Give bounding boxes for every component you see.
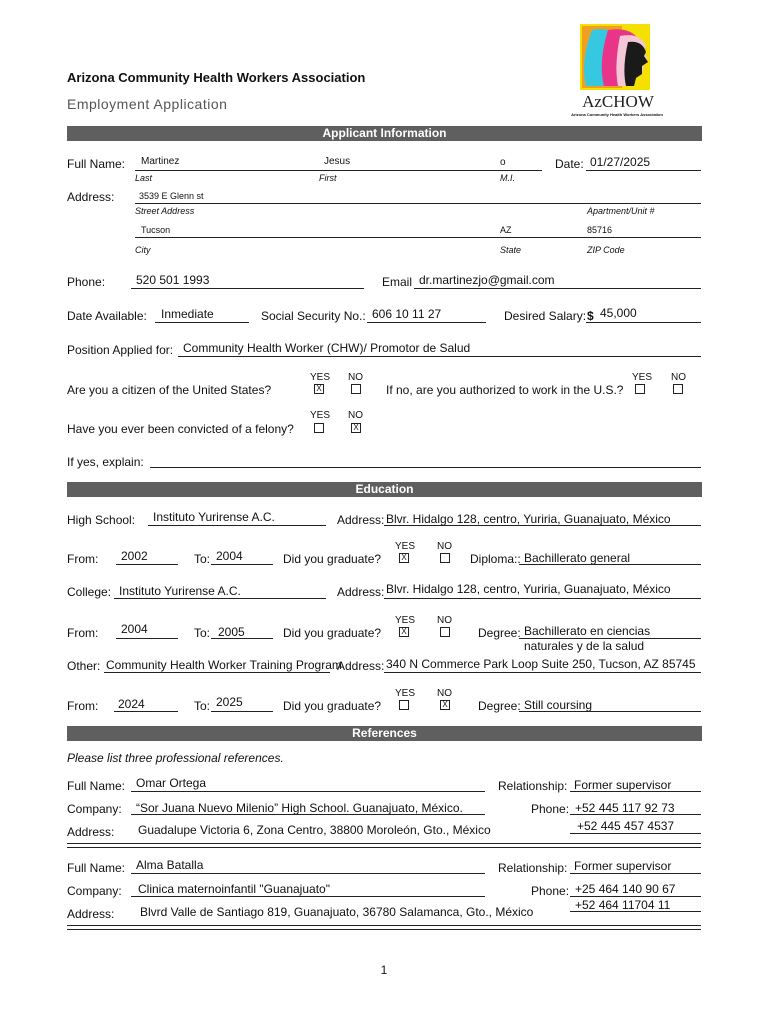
apt-caption: Apartment/Unit # <box>587 206 655 216</box>
authorized-no-checkbox[interactable] <box>673 384 683 394</box>
authorized-no-label: NO <box>671 372 686 383</box>
phone-line[interactable] <box>131 288 364 289</box>
hs-grad-no-label: NO <box>437 541 452 552</box>
college-degree-line2: naturales y de la salud <box>524 639 645 653</box>
authorized-yes-label: YES <box>632 372 653 383</box>
last-name-value: Martinez <box>141 156 180 167</box>
ref2-relationship-line[interactable] <box>570 873 701 874</box>
logo-tagline: Arizona Community Health Workers Association <box>571 112 663 117</box>
applicant-section-bar: Applicant Information <box>67 126 702 141</box>
street-value: 3539 E Glenn st <box>139 191 204 201</box>
ref1-name-label: Full Name: <box>67 779 126 793</box>
ref2-phone-line[interactable] <box>570 896 701 897</box>
full-name-line[interactable] <box>135 170 542 171</box>
other-from-line[interactable] <box>114 711 178 712</box>
ref2-name-value: Alma Batalla <box>136 858 204 872</box>
hs-grad-no-checkbox[interactable] <box>440 553 450 563</box>
position-value: Community Health Worker (CHW)/ Promotor de Salud <box>183 341 471 355</box>
page-number: 1 <box>380 963 388 977</box>
college-grad-no-checkbox[interactable] <box>440 627 450 637</box>
authorized-question: If no, are you authorized to work in the U.S.? <box>386 383 624 397</box>
other-grad-no-label: NO <box>437 688 452 699</box>
azchow-logo <box>562 22 672 122</box>
other-degree-line[interactable] <box>519 711 701 712</box>
college-address-line[interactable] <box>384 598 701 599</box>
references-section-bar: References <box>67 726 702 741</box>
email-line[interactable] <box>414 288 701 289</box>
city-caption: City <box>135 245 151 255</box>
explain-line[interactable] <box>150 467 701 468</box>
ref1-company-label: Company: <box>67 802 122 816</box>
ref1-phone1-value: +52 445 117 92 73 <box>575 801 675 815</box>
citizen-no-label: NO <box>348 372 363 383</box>
logo-faces-icon <box>562 22 672 94</box>
zip-caption: ZIP Code <box>587 245 625 255</box>
ssn-value: 606 10 11 27 <box>372 307 442 321</box>
ref2-address-line[interactable] <box>570 911 701 912</box>
ref1-address-value: Guadalupe Victoria 6, Zona Centro, 38800 Moroleón, Gto., México <box>138 823 491 837</box>
other-degree-label: Degree: <box>478 699 521 713</box>
college-address-label: Address: <box>337 585 385 599</box>
salary-dollar: $ <box>587 309 594 323</box>
city-value: Tucson <box>141 225 171 235</box>
other-address-label: Address: <box>337 659 385 673</box>
other-grad-yes-checkbox[interactable] <box>399 700 409 710</box>
hs-from-line[interactable] <box>116 564 178 565</box>
other-value: Community Health Worker Training Program <box>106 658 342 672</box>
citizen-yes-label: YES <box>310 372 331 383</box>
ref2-name-label: Full Name: <box>67 861 126 875</box>
ref2-address-value: Blvrd Valle de Santiago 819, Guanajuato, 36780 Salamanca, Gto., México <box>140 905 534 919</box>
ref1-address-line[interactable] <box>570 833 701 834</box>
ref1-phone-label: Phone: <box>531 802 570 816</box>
hs-to-line[interactable] <box>211 564 273 565</box>
other-address-value: 340 N Commerce Park Loop Suite 250, Tucson, AZ 85745 <box>386 657 696 671</box>
street-caption: Street Address <box>135 206 195 216</box>
ref2-relationship-value: Former supervisor <box>574 859 672 873</box>
address-label: Address: <box>67 190 115 204</box>
ref1-relationship-value: Former supervisor <box>574 778 672 792</box>
other-grad-yes-label: YES <box>395 688 416 699</box>
citizen-question: Are you a citizen of the United States? <box>67 383 272 397</box>
hs-from-value: 2002 <box>121 549 148 563</box>
street-line[interactable] <box>135 203 701 204</box>
org-name: Arizona Community Health Workers Association <box>67 70 366 85</box>
college-to-line[interactable] <box>211 638 273 639</box>
full-name-label: Full Name: <box>67 157 126 171</box>
college-from-label: From: <box>67 626 99 640</box>
ref1-divider <box>67 843 701 848</box>
ssn-label: Social Security No.: <box>261 309 366 323</box>
ssn-line[interactable] <box>367 322 486 323</box>
mi-caption: M.I. <box>500 173 515 183</box>
education-section-bar: Education <box>67 482 702 497</box>
city-line[interactable] <box>135 237 701 238</box>
college-value: Instituto Yurirense A.C. <box>119 584 241 598</box>
diploma-label: Diploma:: <box>470 552 521 566</box>
hs-grad-yes-checkbox[interactable]: X <box>399 553 409 563</box>
references-instruction: Please list three professional references. <box>67 751 284 765</box>
ref2-company-label: Company: <box>67 884 122 898</box>
hs-to-value: 2004 <box>216 549 243 563</box>
high-school-label: High School: <box>67 513 136 527</box>
college-label: College: <box>67 585 112 599</box>
explain-label: If yes, explain: <box>67 455 144 469</box>
hs-to-label: To: <box>194 552 211 566</box>
position-line[interactable] <box>178 356 701 357</box>
college-grad-yes-label: YES <box>395 615 416 626</box>
other-from-value: 2024 <box>118 697 145 711</box>
date-label: Date: <box>555 157 584 171</box>
college-grad-yes-checkbox[interactable]: X <box>399 627 409 637</box>
date-available-line[interactable] <box>155 322 249 323</box>
college-degree-line1: Bachillerato en ciencias <box>524 624 651 638</box>
ref1-relationship-line[interactable] <box>570 791 701 792</box>
ref1-name-line[interactable] <box>131 791 485 792</box>
phone-value: 520 501 1993 <box>136 273 210 287</box>
ref2-company-value: Clinica maternoinfantil "Guanajuato" <box>138 882 330 896</box>
position-label: Position Applied for: <box>67 343 174 357</box>
other-to-line[interactable] <box>211 711 273 712</box>
date-available-label: Date Available: <box>67 309 147 323</box>
state-value: AZ <box>500 225 512 235</box>
hs-grad-yes-label: YES <box>395 541 416 552</box>
state-caption: State <box>500 245 522 255</box>
email-label: Email <box>382 275 413 289</box>
college-graduate-question: Did you graduate? <box>283 626 382 640</box>
ref1-phone-line[interactable] <box>570 814 701 815</box>
ref1-relationship-label: Relationship: <box>498 779 568 793</box>
high-school-line[interactable] <box>148 525 326 526</box>
felony-no-checkbox[interactable]: X <box>351 423 361 433</box>
felony-question: Have you ever been convicted of a felony? <box>67 422 294 436</box>
diploma-value: Bachillerato general <box>524 551 631 565</box>
felony-yes-checkbox[interactable] <box>314 423 324 433</box>
salary-value: 45,000 <box>600 306 637 320</box>
other-address-line[interactable] <box>384 672 701 673</box>
ref1-phone2-value: +52 445 457 4537 <box>577 819 675 833</box>
citizen-no-checkbox[interactable] <box>351 384 361 394</box>
date-line[interactable] <box>586 170 701 171</box>
ref2-phone-label: Phone: <box>531 884 570 898</box>
middle-initial-value: o <box>500 157 506 168</box>
ref2-divider <box>67 925 701 930</box>
logo-acronym: AzCHOW <box>582 92 654 111</box>
college-from-line[interactable] <box>116 638 178 639</box>
hs-address-value: Blvr. Hidalgo 128, centro, Yuriria, Guanajuato, México <box>386 512 671 526</box>
first-caption: First <box>319 173 337 183</box>
date-available-value: Inmediate <box>161 307 214 321</box>
ref1-company-value: “Sor Juana Nuevo Milenio” High School. Guanajuato, México. <box>136 801 463 815</box>
college-line[interactable] <box>114 598 326 599</box>
first-name-value: Jesus <box>324 156 351 167</box>
college-grad-no-label: NO <box>437 615 452 626</box>
last-caption: Last <box>135 173 153 183</box>
ref2-company-line[interactable] <box>131 896 485 897</box>
other-grad-no-checkbox[interactable]: X <box>440 700 450 710</box>
college-to-value: 2005 <box>218 625 245 639</box>
other-to-value: 2025 <box>216 695 243 709</box>
ref1-address-label: Address: <box>67 825 115 839</box>
felony-yes-label: YES <box>310 410 331 421</box>
ref2-name-line[interactable] <box>131 873 485 874</box>
diploma-line[interactable] <box>519 564 701 565</box>
salary-line[interactable] <box>586 322 701 323</box>
hs-from-label: From: <box>67 552 99 566</box>
citizen-yes-checkbox[interactable]: X <box>314 384 324 394</box>
ref2-address-label: Address: <box>67 907 115 921</box>
college-address-value: Blvr. Hidalgo 128, centro, Yuriria, Guanajuato, México <box>386 582 671 596</box>
other-graduate-question: Did you graduate? <box>283 699 382 713</box>
ref1-company-line[interactable] <box>131 814 485 815</box>
ref2-phone1-value: +25 464 140 90 67 <box>575 882 676 896</box>
college-degree-label: Degree: <box>478 626 521 640</box>
hs-address-line[interactable] <box>384 525 701 526</box>
other-degree-value: Still coursing <box>524 698 593 712</box>
college-to-label: To: <box>194 626 211 640</box>
zip-value: 85716 <box>587 225 613 235</box>
salary-label: Desired Salary: <box>504 309 587 323</box>
ref1-name-value: Omar Ortega <box>136 776 207 790</box>
hs-address-label: Address: <box>337 513 385 527</box>
hs-graduate-question: Did you graduate? <box>283 552 382 566</box>
date-value: 01/27/2025 <box>590 155 651 169</box>
authorized-yes-checkbox[interactable] <box>635 384 645 394</box>
phone-label: Phone: <box>67 275 106 289</box>
other-from-label: From: <box>67 699 99 713</box>
other-label: Other: <box>67 659 101 673</box>
form-title: Employment Application <box>67 96 228 112</box>
high-school-value: Instituto Yurirense A.C. <box>153 510 275 524</box>
felony-no-label: NO <box>348 410 363 421</box>
other-to-label: To: <box>194 699 211 713</box>
other-line[interactable] <box>104 672 330 673</box>
email-value: dr.martinezjo@gmail.com <box>419 273 555 287</box>
ref2-relationship-label: Relationship: <box>498 861 568 875</box>
ref2-phone2-value: +52 464 11704 11 <box>575 898 671 912</box>
college-from-value: 2004 <box>121 622 148 636</box>
